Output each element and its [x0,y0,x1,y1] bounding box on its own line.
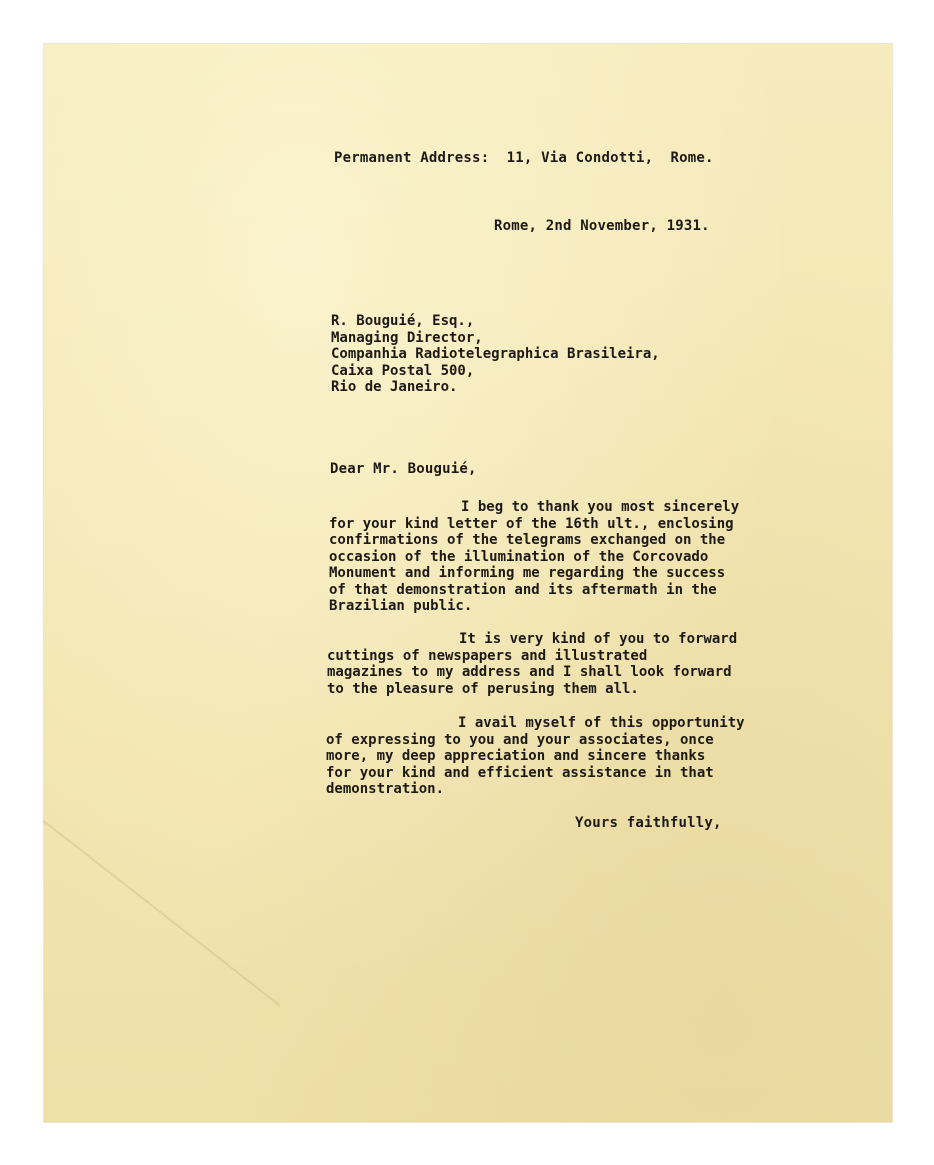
paragraph-3 [326,715,745,798]
paragraph-line: It is very kind of you to forward [459,631,738,647]
date-line: Rome, 2nd November, 1931. [494,218,710,234]
salutation: Dear Mr. Bouguié, [330,461,477,477]
paragraph-line: Monument and informing me regarding the success [329,565,726,581]
paragraph-line: of that demonstration and its aftermath in the [329,581,717,598]
recipient-line: Rio de Janeiro. [331,379,458,395]
recipient-line: R. Bouguié, Esq., [331,313,475,329]
paragraph-line: occasion of the illumination of the Corcovado [329,548,709,565]
recipient-line: Managing Director, [331,329,483,346]
paragraph-line: cuttings of newspapers and illustrated [327,647,648,664]
paragraph-line: to the pleasure of perusing them all. [327,680,639,697]
paragraph-line: more, my deep appreciation and sincere thanks [326,748,706,764]
paragraph-line: of expressing to you and your associates, once [326,731,714,748]
recipient-address [331,313,660,396]
paragraph-line: I avail myself of this opportunity [458,715,745,731]
paragraph-line: Brazilian public. [329,598,473,614]
closing: Yours faithfully, [575,815,722,831]
recipient-line: Caixa Postal 500, [331,362,475,379]
paragraph-line: demonstration. [326,781,445,797]
paragraph-2 [327,631,737,697]
paragraph-line: for your kind and efficient assistance in that [326,764,714,781]
paragraph-line: I beg to thank you most sincerely [461,499,740,515]
paragraph-line: for your kind letter of the 16th ult., enclosing [329,515,734,532]
paragraph-1 [329,499,739,615]
permanent-address: Permanent Address: 11, Via Condotti, Rome. [334,150,714,166]
recipient-line: Companhia Radiotelegraphica Brasileira, [331,346,660,362]
paragraph-line: magazines to my address and I shall look forward [327,664,732,680]
paragraph-line: confirmations of the telegrams exchanged on the [329,532,726,548]
